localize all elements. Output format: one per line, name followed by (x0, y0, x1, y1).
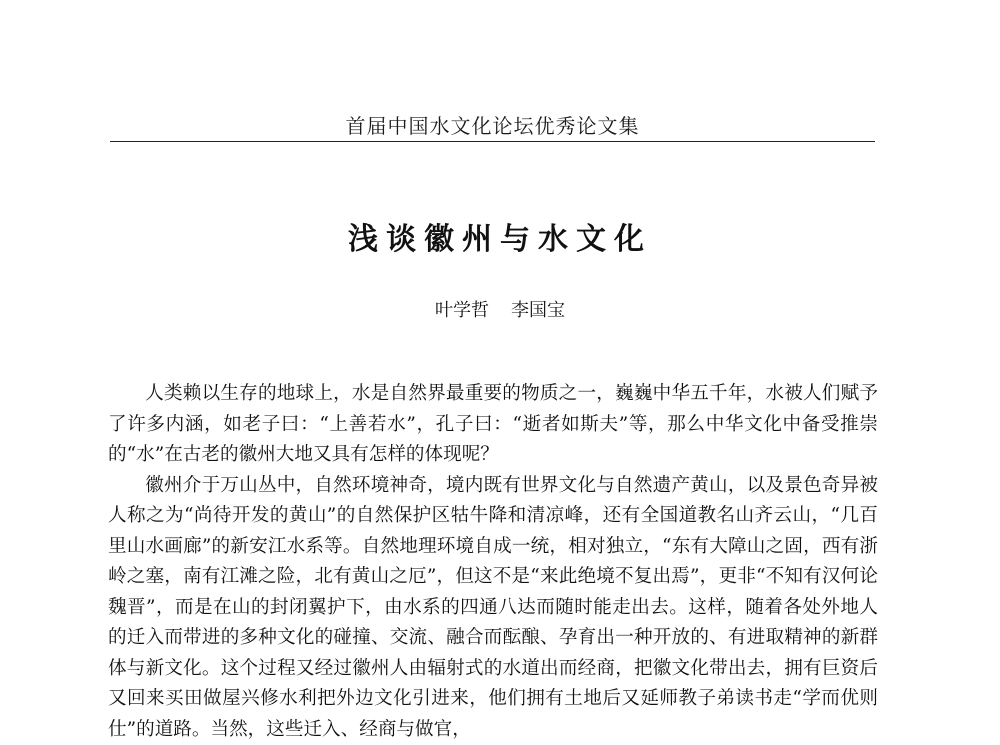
body-paragraph: 徽州介于万山丛中，自然环境神奇，境内既有世界文化与自然遗产黄山，以及景色奇异被人称之为“尚待开发的黄山”的自然保护区牯牛降和清凉峰，还有全国道教名山齐云山，“几百里山水画廊”的新安江水系等。自然地理环境自成一统，相对独立，“东有大障山之固，西有浙岭之塞，南有江滩之险，北有黄山之厄”，但这不是“来此绝境不复出焉”，更非“不知有汉何论魏晋”，而是在山的封闭翼护下，由水系的四通八达而随时能走出去。这样，随着各处外地人的迁入而带进的多种文化的碰撞、交流、融合而酝酿、孕育出一种开放的、有进取精神的新群体与新文化。这个过程又经过徽州人由辐射式的水道出而经商，把徽文化带出去，拥有巨资后又回来买田做屋兴修水利把外边文化引进来，他们拥有土地后又延师教子弟读书走“学而优则仕”的道路。当然，这些迁入、经商与做官， (108, 471, 878, 745)
body-text (108, 379, 878, 745)
author-name: 李国宝 (511, 300, 565, 321)
header-rule (110, 141, 875, 142)
author-name: 叶学哲 (435, 300, 489, 321)
running-header-title: 首届中国水文化论坛优秀论文集 (110, 110, 875, 139)
body-paragraph: 人类赖以生存的地球上，水是自然界最重要的物质之一，巍巍中华五千年，水被人们赋予了许多内涵，如老子曰：“上善若水”，孔子曰：“逝者如斯夫”等，那么中华文化中备受推崇的“水”在古老的徽州大地又具有怎样的体现呢？ (108, 379, 878, 471)
paper-title: 浅谈徽州与水文化 (0, 214, 1000, 258)
paper-authors (0, 296, 1000, 322)
running-header (110, 104, 875, 144)
